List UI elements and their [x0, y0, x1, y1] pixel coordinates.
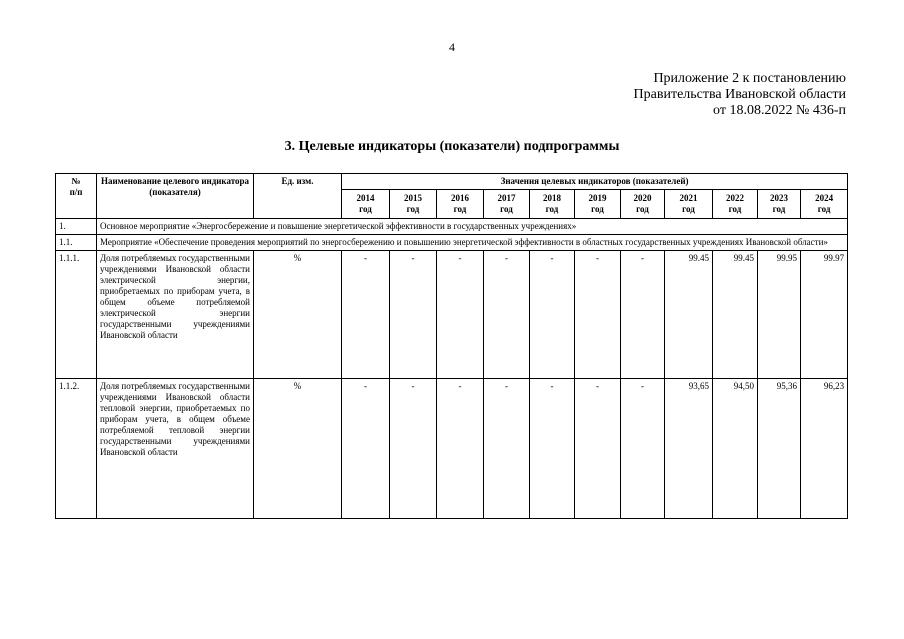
value-cell: - [484, 379, 530, 519]
year-unit: год [591, 204, 604, 214]
year-label: 2015 [404, 193, 422, 203]
year-unit: год [545, 204, 559, 214]
year-unit: год [772, 204, 786, 214]
value-cell: 95,36 [758, 379, 801, 519]
year-unit: год [359, 204, 372, 214]
year-unit: год [406, 204, 420, 214]
header-year [621, 190, 665, 219]
year-label: 2022 [726, 193, 744, 203]
year-label: 2018 [543, 193, 561, 203]
year-label: 2016 [451, 193, 469, 203]
header-name: Наименование целевого индикатора (показателя) [97, 174, 254, 219]
value-cell: 99.45 [713, 251, 758, 379]
appendix-line-3: от 18.08.2022 № 436-п [713, 103, 846, 118]
year-unit: год [636, 204, 649, 214]
value-cell: - [621, 379, 665, 519]
subsection-num: 1.1. [56, 235, 97, 251]
year-unit: год [682, 204, 695, 214]
year-label: 2021 [679, 193, 698, 203]
header-year [437, 190, 484, 219]
indicator-unit: % [254, 379, 342, 519]
value-cell: - [390, 379, 437, 519]
year-unit: год [453, 204, 467, 214]
year-unit: год [500, 204, 513, 214]
value-cell: - [484, 251, 530, 379]
appendix-line-1: Приложение 2 к постановлению [653, 71, 846, 86]
year-unit: год [728, 204, 742, 214]
subsection-text: Мероприятие «Обеспечение проведения мероприятий по энергосбережению и повышению энергетической эффективности в областных государственных учреждениях Ивановской области» [97, 235, 848, 251]
value-cell: 96,23 [801, 379, 848, 519]
section-text: Основное мероприятие «Энергосбережение и повышение энергетической эффективности в государственных учреждениях» [97, 219, 848, 235]
header-values-group: Значения целевых индикаторов (показателей) [342, 174, 848, 190]
header-unit: Ед. изм. [254, 174, 342, 219]
header-year [390, 190, 437, 219]
value-cell: - [621, 251, 665, 379]
indicator-unit: % [254, 251, 342, 379]
header-year [575, 190, 621, 219]
appendix-line-2: Правительства Ивановской области [633, 87, 846, 102]
value-cell: - [575, 251, 621, 379]
indicators-table [55, 173, 848, 519]
year-label: 2014 [356, 193, 375, 203]
year-label: 2020 [633, 193, 652, 203]
header-row-1 [56, 174, 848, 190]
value-cell: - [342, 379, 390, 519]
header-num: № п/п [56, 174, 97, 219]
subsection-row [56, 235, 848, 251]
page-number: 4 [449, 40, 455, 54]
value-cell: 99.97 [801, 251, 848, 379]
section-num: 1. [56, 219, 97, 235]
indicator-name: Доля потребляемых государственными учреждениями Ивановской области тепловой энергии, приобретаемых по приборам учета, в общем объеме потребляемой тепловой энергии государственными учреждениями Ивановской области [97, 379, 254, 519]
header-year [530, 190, 575, 219]
value-cell: - [530, 251, 575, 379]
value-cell: 93,65 [665, 379, 713, 519]
indicator-name: Доля потребляемых государственными учреждениями Ивановской области электрической энергии, приобретаемых по приборам учета, в общем объеме потребляемой электрической энергии государственными учреждениями Ивановской области [97, 251, 254, 379]
page-title: 3. Целевые индикаторы (показатели) подпрограммы [284, 139, 620, 154]
value-cell: - [390, 251, 437, 379]
row-num: 1.1.1. [56, 251, 97, 379]
value-cell: 99.95 [758, 251, 801, 379]
header-year [484, 190, 530, 219]
value-cell: - [437, 379, 484, 519]
header-year [801, 190, 848, 219]
year-label: 2023 [770, 193, 788, 203]
header-year [713, 190, 758, 219]
value-cell: 99.45 [665, 251, 713, 379]
value-cell: 94,50 [713, 379, 758, 519]
appendix-header [634, 71, 846, 119]
header-year [665, 190, 713, 219]
value-cell: - [437, 251, 484, 379]
value-cell: - [575, 379, 621, 519]
year-label: 2017 [497, 193, 516, 203]
table-row [56, 251, 848, 379]
row-num: 1.1.2. [56, 379, 97, 519]
year-unit: год [817, 204, 831, 214]
value-cell: - [530, 379, 575, 519]
year-label: 2019 [588, 193, 607, 203]
value-cell: - [342, 251, 390, 379]
table-row [56, 379, 848, 519]
header-year [342, 190, 390, 219]
year-label: 2024 [815, 193, 834, 203]
header-year [758, 190, 801, 219]
section-row [56, 219, 848, 235]
